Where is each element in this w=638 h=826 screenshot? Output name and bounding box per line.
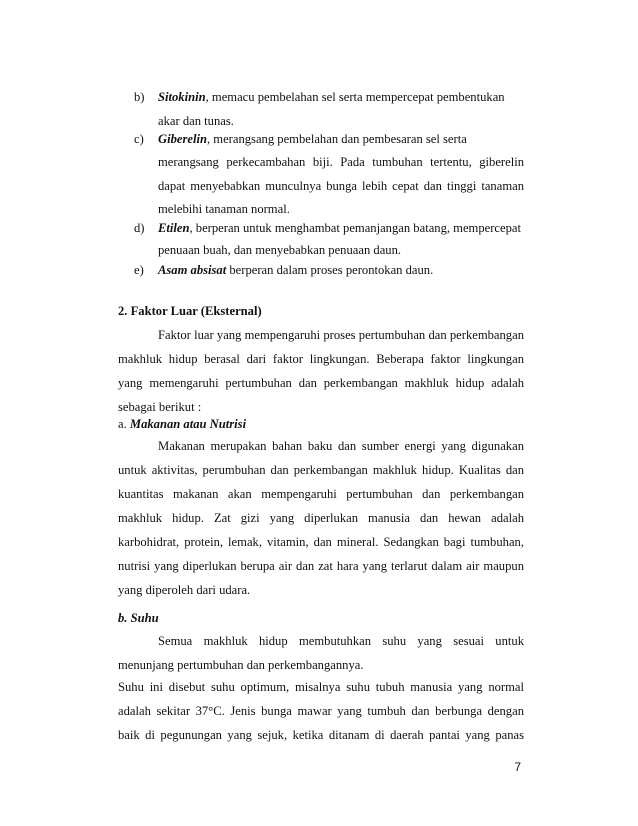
term-sitokinin: Sitokinin — [158, 90, 206, 104]
list-item-c-line-2: merangsang perkecambahan biji. Pada tumbuhan tertentu, giberelin — [158, 155, 524, 169]
list-item-d-text: , berperan untuk menghambat pemanjangan batang, mempercepat — [189, 221, 522, 235]
list-item-d-line-1 — [158, 220, 524, 236]
subheading-prefix: a. — [118, 417, 130, 431]
paragraph-line: Makanan merupakan bahan baku dan sumber energi yang digunakan — [158, 439, 524, 453]
page-number: 7 — [514, 760, 521, 774]
term-asam-absisat: Asam absisat — [158, 263, 227, 277]
paragraph-line: Semua makhluk hidup membutuhkan suhu yang sesuai untuk — [158, 634, 524, 648]
list-marker-e: e) — [134, 263, 144, 277]
paragraph-line: yang diperoleh dari udara. — [118, 583, 251, 597]
list-item-e-text: berperan dalam proses perontokan daun. — [226, 263, 434, 277]
paragraph-line: kuantitas makanan akan mempengaruhi pertumbuhan dan perkembangan — [118, 487, 524, 501]
paragraph-line: nutrisi yang diperlukan berupa air dan zat hara yang terlarut dalam air maupun — [118, 559, 524, 573]
list-item-b-line-1 — [158, 89, 524, 105]
list-item-c-line-4: melebihi tanaman normal. — [158, 202, 290, 216]
subheading-title: Makanan atau Nutrisi — [129, 417, 247, 431]
list-item-c-text: , merangsang pembelahan dan pembesaran sel serta — [206, 132, 467, 146]
list-item-c-line-1 — [158, 131, 524, 147]
list-item-d-line-2: penuaan buah, dan menyebabkan penuaan daun. — [158, 243, 402, 257]
paragraph-line: karbohidrat, protein, lemak, vitamin, dan mineral. Sedangkan bagi tumbuhan, — [118, 535, 524, 549]
list-marker-c: c) — [134, 132, 144, 146]
paragraph-line: baik di pegunungan yang sejuk, ketika ditanam di daerah pantai yang panas — [118, 728, 524, 742]
paragraph-line: sebagai berikut : — [118, 400, 202, 414]
list-marker-d: d) — [134, 221, 145, 235]
section-heading-faktor-luar: 2. Faktor Luar (Eksternal) — [118, 304, 262, 318]
list-item-b-line-2: akar dan tunas. — [158, 114, 234, 128]
list-item-b-text: , memacu pembelahan sel serta mempercepat pembentukan — [205, 90, 505, 104]
paragraph-line: adalah sekitar 37°C. Jenis bunga mawar yang tumbuh dan berbunga dengan — [118, 704, 524, 718]
term-etilen: Etilen — [158, 221, 190, 235]
term-giberelin: Giberelin — [158, 132, 207, 146]
list-marker-b: b) — [134, 90, 145, 104]
subheading-suhu: b. Suhu — [118, 611, 159, 625]
paragraph-line: makhluk hidup. Zat gizi yang diperlukan manusia dan hewan adalah — [118, 511, 524, 525]
list-item-e-line-1 — [158, 262, 433, 278]
paragraph-line: menunjang pertumbuhan dan perkembangannya. — [118, 658, 364, 672]
paragraph-line: untuk aktivitas, perumbuhan dan perkembangan makhluk hidup. Kualitas dan — [118, 463, 524, 477]
subheading-makanan-nutrisi — [118, 416, 246, 432]
paragraph-line: Suhu ini disebut suhu optimum, misalnya suhu tubuh manusia yang normal — [118, 680, 524, 694]
list-item-c-line-3: dapat menyebabkan munculnya bunga lebih cepat dan tinggi tanaman — [158, 179, 524, 193]
paragraph-line: makhluk hidup berasal dari faktor lingkungan. Beberapa faktor lingkungan — [118, 352, 524, 366]
paragraph-line: Faktor luar yang mempengaruhi proses pertumbuhan dan perkembangan — [158, 328, 524, 342]
paragraph-line: yang memengaruhi pertumbuhan dan perkembangan makhluk hidup adalah — [118, 376, 524, 390]
